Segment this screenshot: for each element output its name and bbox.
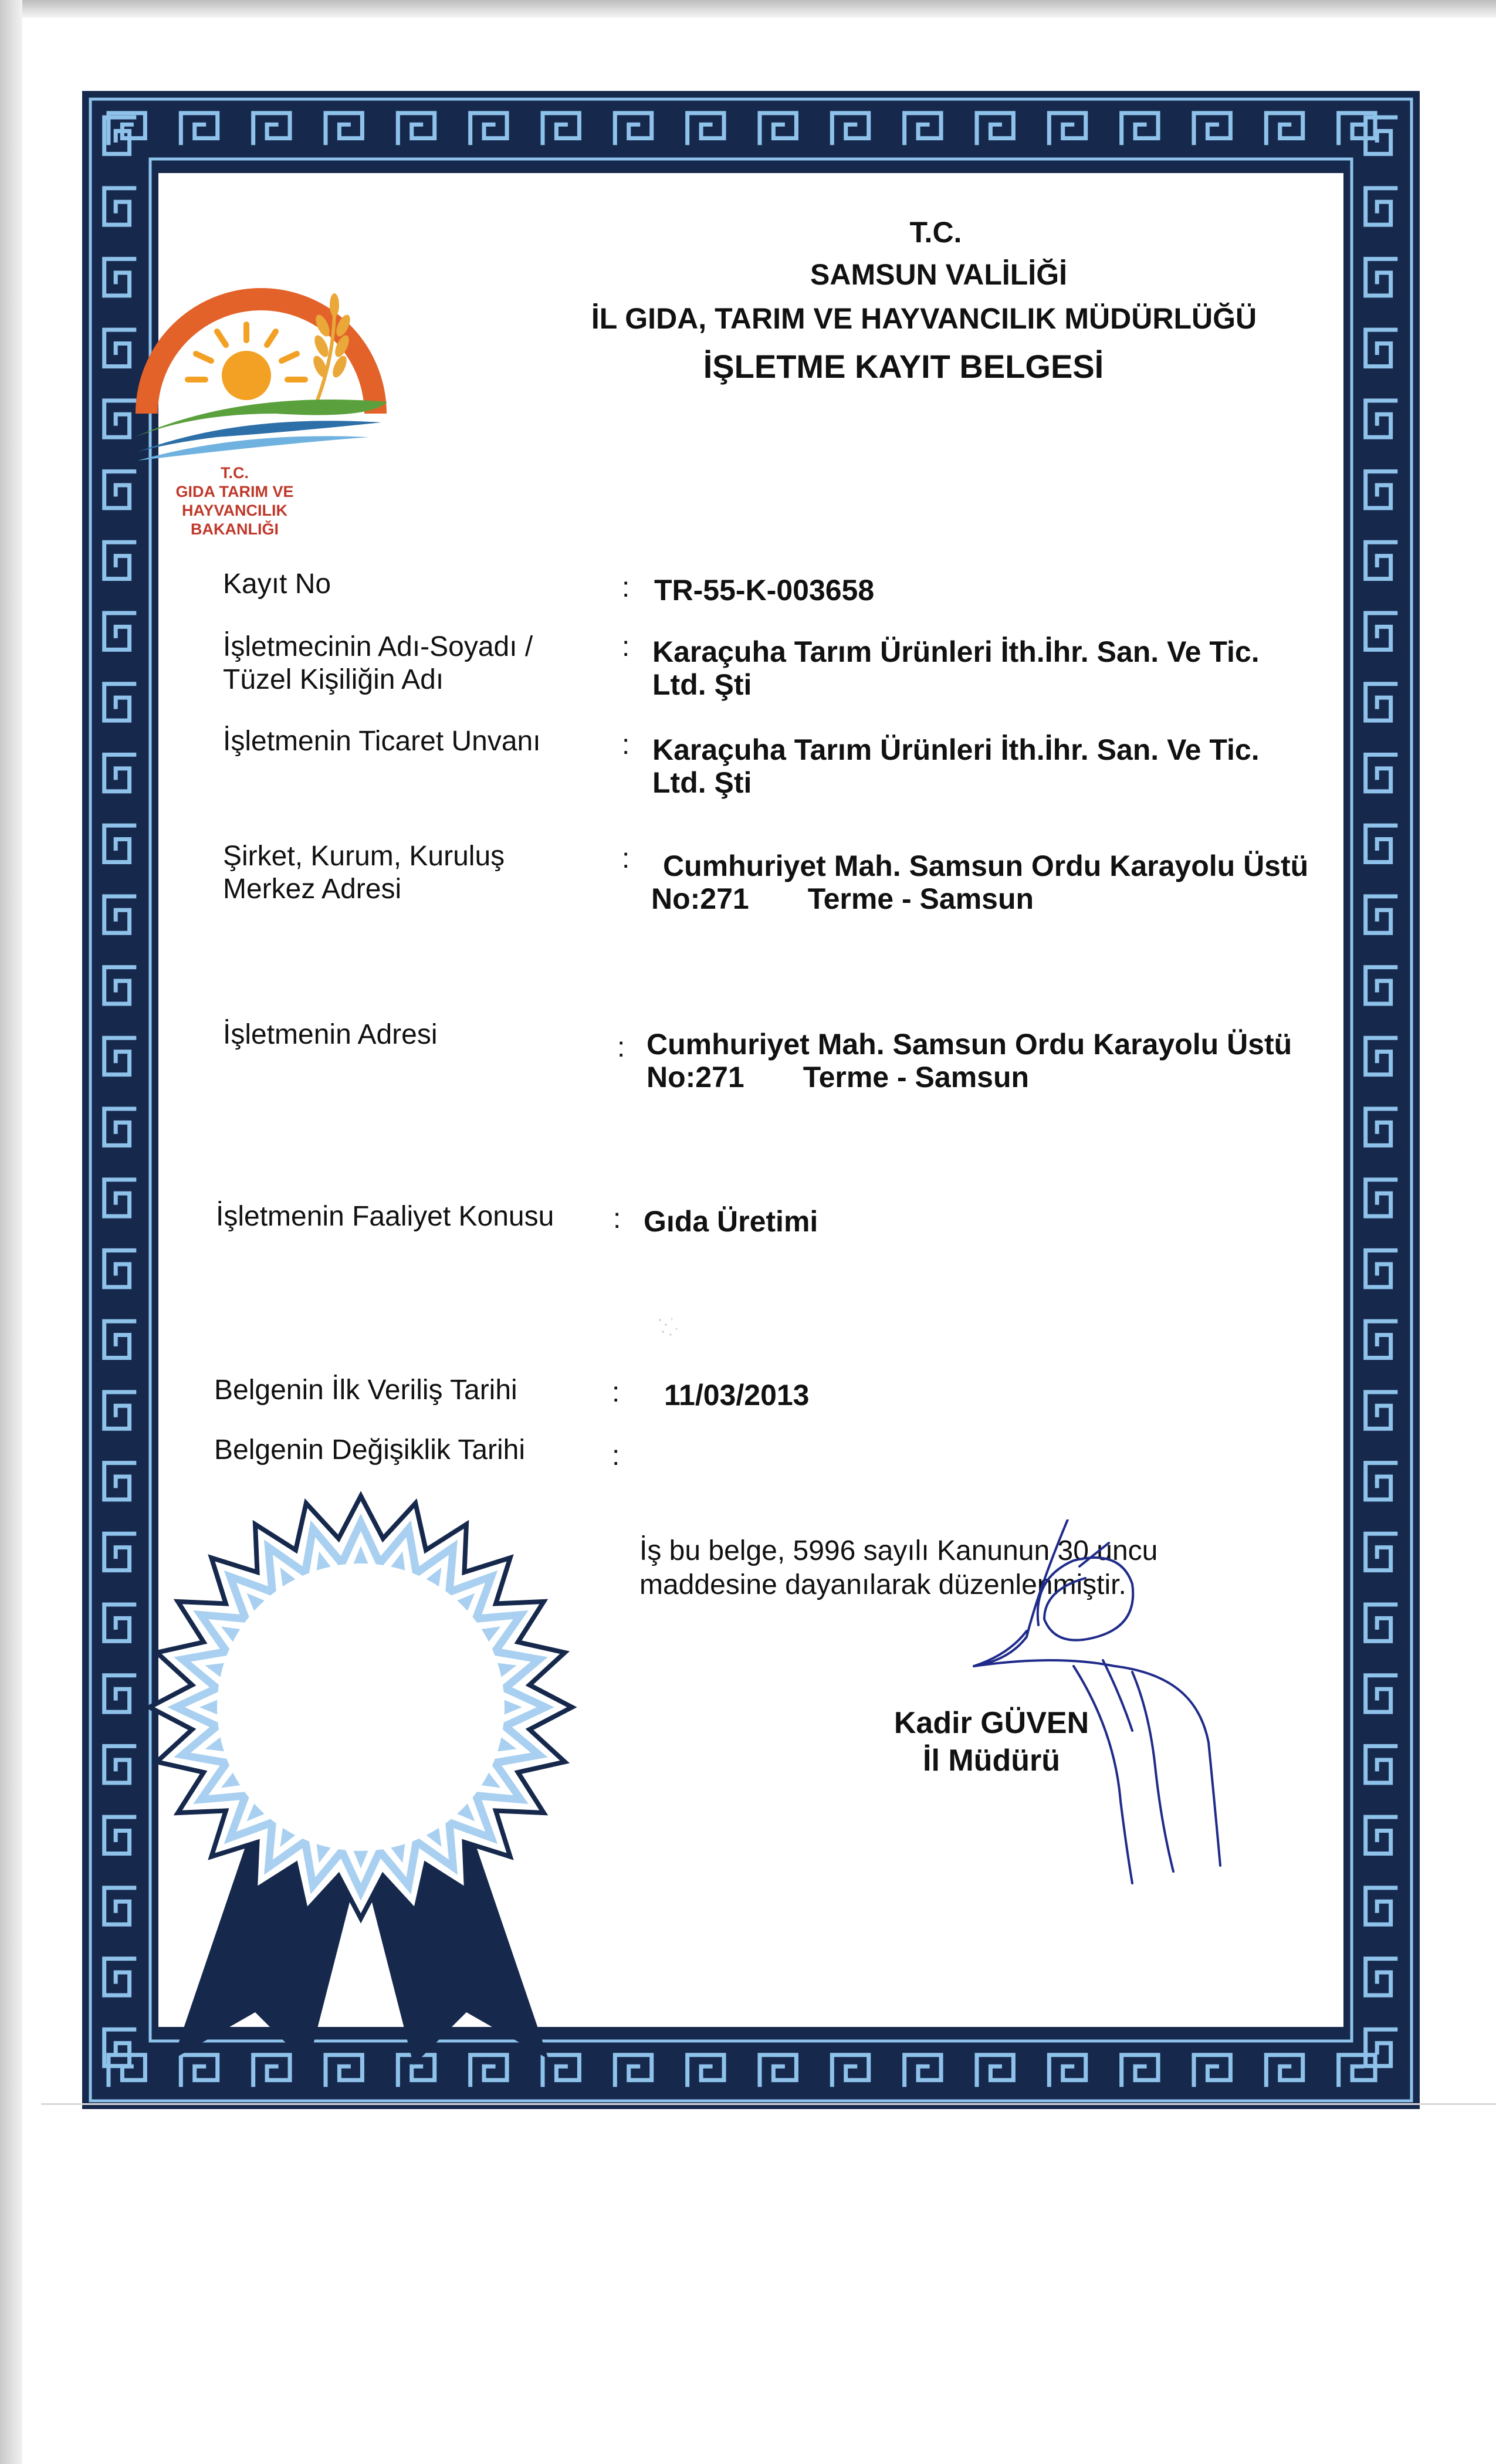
logo-caption-line2: GIDA TARIM VE HAYVANCILIK (175, 483, 294, 519)
scan-page-edge (41, 2103, 1496, 2105)
field-value (651, 849, 1355, 915)
field-value-city: Terme - Samsun (803, 1061, 1030, 1094)
document-header (528, 211, 1291, 392)
field-value-line1: Karaçuha Tarım Ürünleri İth.İhr. San. Ve Tic. (652, 733, 1260, 766)
field-value-line2: Ltd. Şti (652, 766, 752, 799)
legal-statement-line2: maddesine dayanılarak düzenlenmiştir. (639, 1569, 1126, 1600)
scan-smudge (648, 1308, 695, 1355)
field-label: Belgenin Değişiklik Tarihi (214, 1434, 526, 1465)
field-label-line2: Tüzel Kişiliğin Adı (223, 664, 444, 695)
field-colon: : (612, 1440, 620, 1471)
field-label: İşletmenin Adresi (223, 1019, 438, 1050)
scan-edge-top (0, 0, 1496, 18)
logo-caption-line3: BAKANLIĞI (191, 520, 279, 538)
field-label (223, 840, 610, 906)
signer-title: İl Müdürü (923, 1744, 1060, 1778)
header-tc: T.C. (909, 216, 962, 249)
header-governorship: SAMSUN VALİLİĞİ (810, 258, 1067, 291)
scan-edge-left (0, 0, 22, 2464)
field-value: Gıda Üretimi (644, 1205, 818, 1238)
field-colon: : (622, 631, 630, 662)
field-label-line1: İşletmecinin Adı-Soyadı / (223, 631, 533, 662)
sun-icon (188, 324, 305, 400)
field-value-city: Terme - Samsun (807, 882, 1034, 915)
field-value-no: No:271 (651, 882, 749, 915)
field-label: Belgenin İlk Veriliş Tarihi (214, 1375, 517, 1406)
signer-block (857, 1704, 1126, 1779)
field-value-no: No:271 (647, 1061, 744, 1094)
field-value-line2: Ltd. Şti (652, 668, 752, 701)
field-value (652, 635, 1345, 701)
field-value (652, 733, 1345, 799)
ministry-logo (123, 226, 393, 472)
field-label-line2: Merkez Adresi (223, 874, 402, 905)
field-value-line1: Cumhuriyet Mah. Samsun Ordu Karayolu Üstü (647, 1028, 1292, 1061)
field-label (223, 631, 610, 696)
header-directorate: İL GIDA, TARIM VE HAYVANCILIK MÜDÜRLÜĞÜ (591, 302, 1257, 335)
logo-caption-line1: T.C. (220, 464, 249, 482)
field-label: İşletmenin Ticaret Unvanı (223, 726, 541, 757)
ministry-logo-caption (126, 463, 343, 539)
field-colon: : (622, 729, 630, 760)
field-colon: : (622, 572, 630, 603)
field-colon: : (613, 1203, 621, 1234)
document-title: İŞLETME KAYIT BELGESİ (703, 348, 1104, 385)
field-colon: : (622, 843, 630, 874)
field-value-line1: Cumhuriyet Mah. Samsun Ordu Karayolu Üstü (663, 849, 1309, 882)
field-value (647, 1028, 1339, 1094)
field-value-line1: Karaçuha Tarım Ürünleri İth.İhr. San. Ve Tic. (652, 635, 1260, 668)
field-value-line2 (647, 1061, 1339, 1094)
field-colon: : (617, 1032, 625, 1063)
certificate-seal (138, 1484, 584, 2083)
field-label-line1: Şirket, Kurum, Kuruluş (223, 841, 505, 872)
field-value-line2 (651, 882, 1355, 915)
field-label: Kayıt No (223, 568, 331, 600)
legal-statement-line1: İş bu belge, 5996 sayılı Kanunun 30 uncu (639, 1535, 1158, 1566)
field-value: TR-55-K-003658 (654, 574, 875, 607)
field-value: 11/03/2013 (664, 1379, 810, 1412)
signer-name: Kadir GÜVEN (893, 1706, 1089, 1740)
field-colon: : (612, 1377, 620, 1408)
field-label: İşletmenin Faaliyet Konusu (216, 1201, 554, 1232)
